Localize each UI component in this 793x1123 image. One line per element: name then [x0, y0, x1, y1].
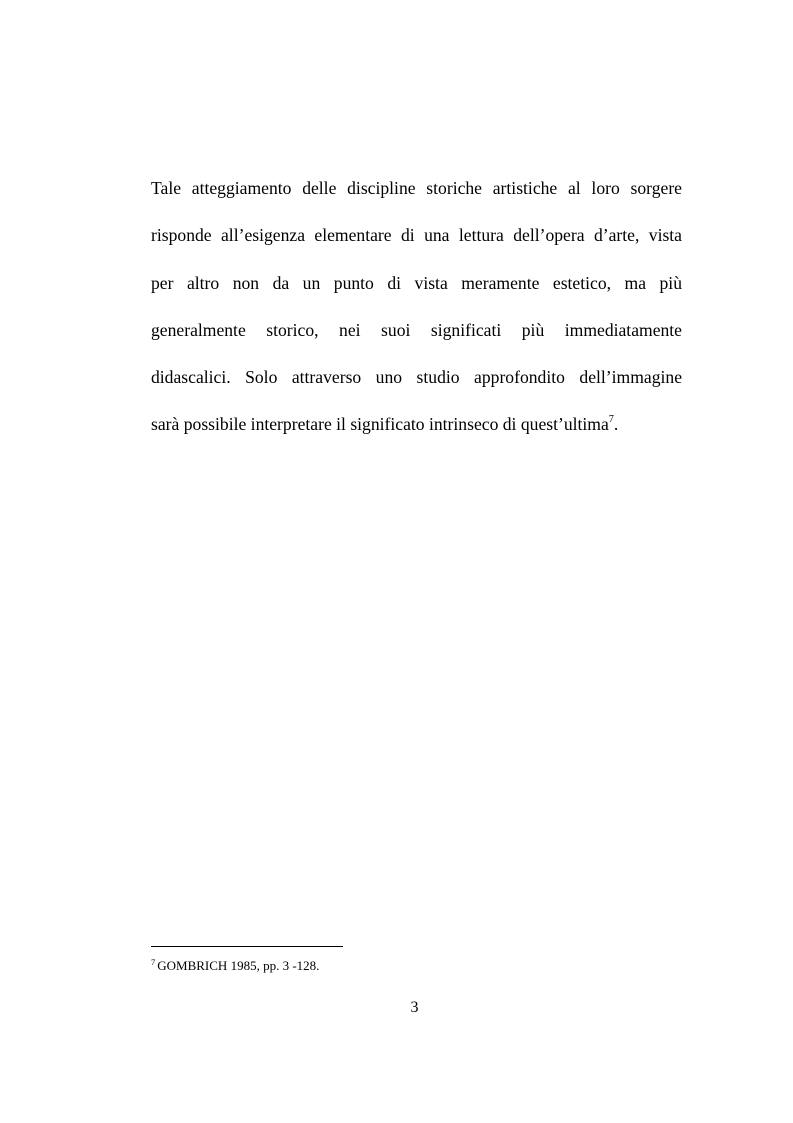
footnote-separator [151, 946, 343, 947]
page-number-text: 3 [410, 999, 419, 1016]
paragraph-end-punctuation: . [613, 414, 619, 435]
footnote-text: GOMBRICH 1985, pp. 3 -128. [157, 958, 320, 973]
page-number [0, 998, 793, 1018]
paragraph-line-3: per altro non da un punto di vista meramente estetico, ma più [151, 272, 682, 293]
paragraph-line-1: Tale atteggiamento delle discipline storiche artistiche al loro sorgere [151, 178, 682, 198]
paragraph-line-2: risponde all’esigenza elementare di una lettura dell’opera d’arte, vista [151, 225, 682, 246]
body-paragraph [151, 165, 682, 449]
paragraph-line-4: generalmente storico, nei suoi significati più immediatamente [151, 319, 682, 340]
paragraph-line-6 [151, 401, 682, 448]
footnote [151, 958, 319, 974]
footnote-reference[interactable]: 7 [608, 414, 614, 426]
paragraph-line-6-text: sarà possibile interpretare il significato intrinseco di quest’ultima [151, 414, 609, 435]
footnote-number: 7 [151, 957, 156, 967]
paragraph-line-5: didascalici. Solo attraverso uno studio approfondito dell’immagine [151, 367, 682, 388]
